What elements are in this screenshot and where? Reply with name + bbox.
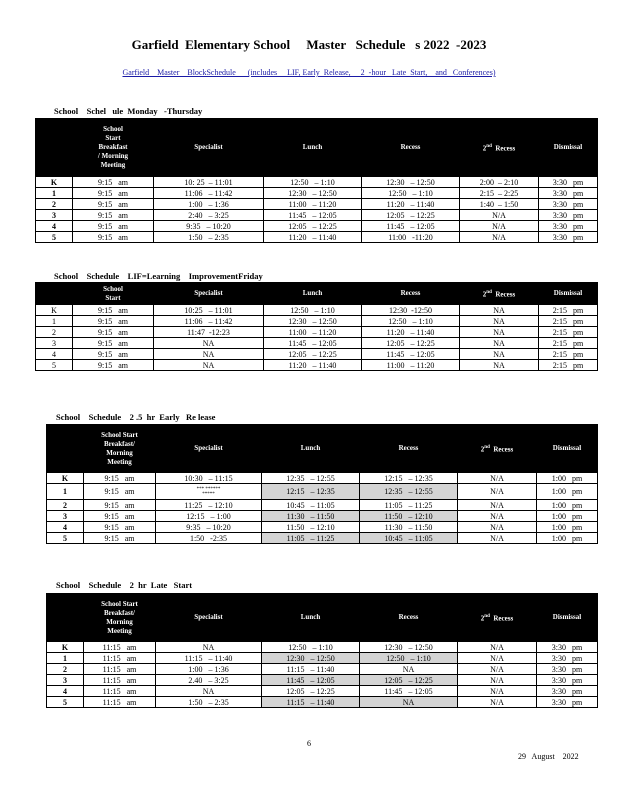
document-date: 29 August 2022 [518,752,579,761]
table-row: 4 9:15 am 9:35 – 10:20 11:50 – 12:10 11:30 – 11:50 N/A 1:00 pm [47,522,598,533]
recess-header: Recess [362,119,460,177]
lunch-header: Lunch [264,283,362,305]
table-row: K 9:15 am 10:25 – 11:01 12:50 – 1:10 12:30 -12:50 NA 2:15 pm [36,305,598,316]
specialist-header: Specialist [156,425,262,473]
table-row: 4 9:15 am NA 12:05 – 12:25 11:45 – 12:05 NA 2:15 pm [36,349,598,360]
table-row: 2 9:15 am 1:00 – 1:36 11:00 – 11:20 11:20 – 11:40 1:40 – 1:50 3:30 pm [36,199,598,210]
table-row: 4 11:15 am NA 12:05 – 12:25 11:45 – 12:05 N/A 3:30 pm [47,686,598,697]
table-row: 3 11:15 am 2.40 – 3:25 11:45 – 12:05 12:05 – 12:25 N/A 3:30 pm [47,675,598,686]
schedule-table-lif [35,282,598,371]
start-header: School Start Breakfast/ Morning Meeting [84,425,156,473]
recess-header: Recess [360,594,458,642]
dismissal-header: Dismissal [539,283,598,305]
table-row: 2 11:15 am 1:00 – 1:36 11:15 – 11:40 NA N/A 3:30 pm [47,664,598,675]
table-row: 3 9:15 am NA 11:45 – 12:05 12:05 – 12:25 NA 2:15 pm [36,338,598,349]
recess2-header: 2nd Recess [458,425,537,473]
dismissal-header: Dismissal [539,119,598,177]
table-row: 5 9:15 am 1:50 -2:35 11:05 – 11:25 10:45 – 11:05 N/A 1:00 pm [47,533,598,544]
grade-header [47,594,84,642]
specialist-header: Specialist [154,119,264,177]
recess-header: Recess [360,425,458,473]
page-number: 6 [307,739,311,748]
page-title: Garfield Elementary School Master Schedule s 2022 -2023 [131,37,487,52]
table-row: 2 9:15 am 11:25 – 12:10 10:45 – 11:05 11:05 – 11:25 N/A 1:00 pm [47,500,598,511]
table-row: 3 9:15 am 12:15 – 1:00 11:30 – 11:50 11:50 – 12:10 N/A 1:00 pm [47,511,598,522]
start-header: School Start [73,283,154,305]
table-row: 5 9:15 am 1:50 – 2:35 11:20 – 11:40 11:00 -11:20 N/A 3:30 pm [36,232,598,243]
grade-header [47,425,84,473]
schedule-table-early-release [46,424,598,544]
table-row: K 9:15 am 10: 25 – 11:01 12:50 – 1:10 12:30 – 12:50 2:00 – 2:10 3:30 pm [36,177,598,188]
grade-header [36,283,73,305]
table-row: K 11:15 am NA 12:50 – 1:10 12:30 – 12:50 N/A 3:30 pm [47,642,598,653]
dismissal-header: Dismissal [537,425,598,473]
lunch-header: Lunch [262,425,360,473]
recess2-header: 2nd Recess [458,594,537,642]
table-row: 4 9:15 am 9:35 – 10:20 12:05 – 12:25 11:45 – 12:05 N/A 3:30 pm [36,221,598,232]
table-row: 2 9:15 am 11:47 -12:23 11:00 – 11:20 11:20 – 11:40 NA 2:15 pm [36,327,598,338]
master-schedule-link[interactable]: Garfield Master BlockSchedule (includes LIF, Early Release, 2 -hour Late Start, and Conferences) [122,68,496,77]
table-row: 1 9:15 am 11:06 – 11:42 12:30 – 12:50 12:50 – 1:10 NA 2:15 pm [36,316,598,327]
section-title-late-start: School Schedule 2 hr Late Start [56,580,193,590]
grade-header [36,119,73,177]
lunch-header: Lunch [264,119,362,177]
table-row: 1 9:15 am *** ****** ***** 12:15 – 12:35 12:35 – 12:55 N/A 1:00 pm [47,484,598,500]
specialist-header: Specialist [156,594,262,642]
schedule-table-mon-thu [35,118,598,243]
table-row: 3 9:15 am 2:40 – 3:25 11:45 – 12:05 12:05 – 12:25 N/A 3:30 pm [36,210,598,221]
dismissal-header: Dismissal [537,594,598,642]
section-title-mon-thu: School Schel ule Monday -Thursday [54,106,203,116]
recess-header: Recess [362,283,460,305]
recess2-header: 2nd Recess [460,119,539,177]
section-title-lif: School Schedule LIF=Learning ImprovementFriday [54,271,263,281]
recess2-header: 2nd Recess [460,283,539,305]
table-row: 5 11:15 am 1:50 – 2:35 11:15 – 11:40 NA N/A 3:30 pm [47,697,598,708]
table-row: 1 11:15 am 11:15 – 11:40 12:30 – 12:50 12:50 – 1:10 N/A 3:30 pm [47,653,598,664]
lunch-header: Lunch [262,594,360,642]
start-header: School Start Breakfast/ Morning Meeting [84,594,156,642]
table-row: 1 9:15 am 11:06 – 11:42 12:30 – 12:50 12:50 – 1:10 2:15 – 2:25 3:30 pm [36,188,598,199]
table-row: K 9:15 am 10:30 – 11:15 12:35 – 12:55 12:15 – 12:35 N/A 1:00 pm [47,473,598,484]
schedule-table-late-start [46,593,598,708]
specialist-header: Specialist [154,283,264,305]
section-title-early-release: School Schedule 2 .5 hr Early Re lease [56,412,216,422]
start-header: School Start Breakfast / Morning Meeting [73,119,154,177]
table-row: 5 9:15 am NA 11:20 – 11:40 11:00 – 11:20 NA 2:15 pm [36,360,598,371]
